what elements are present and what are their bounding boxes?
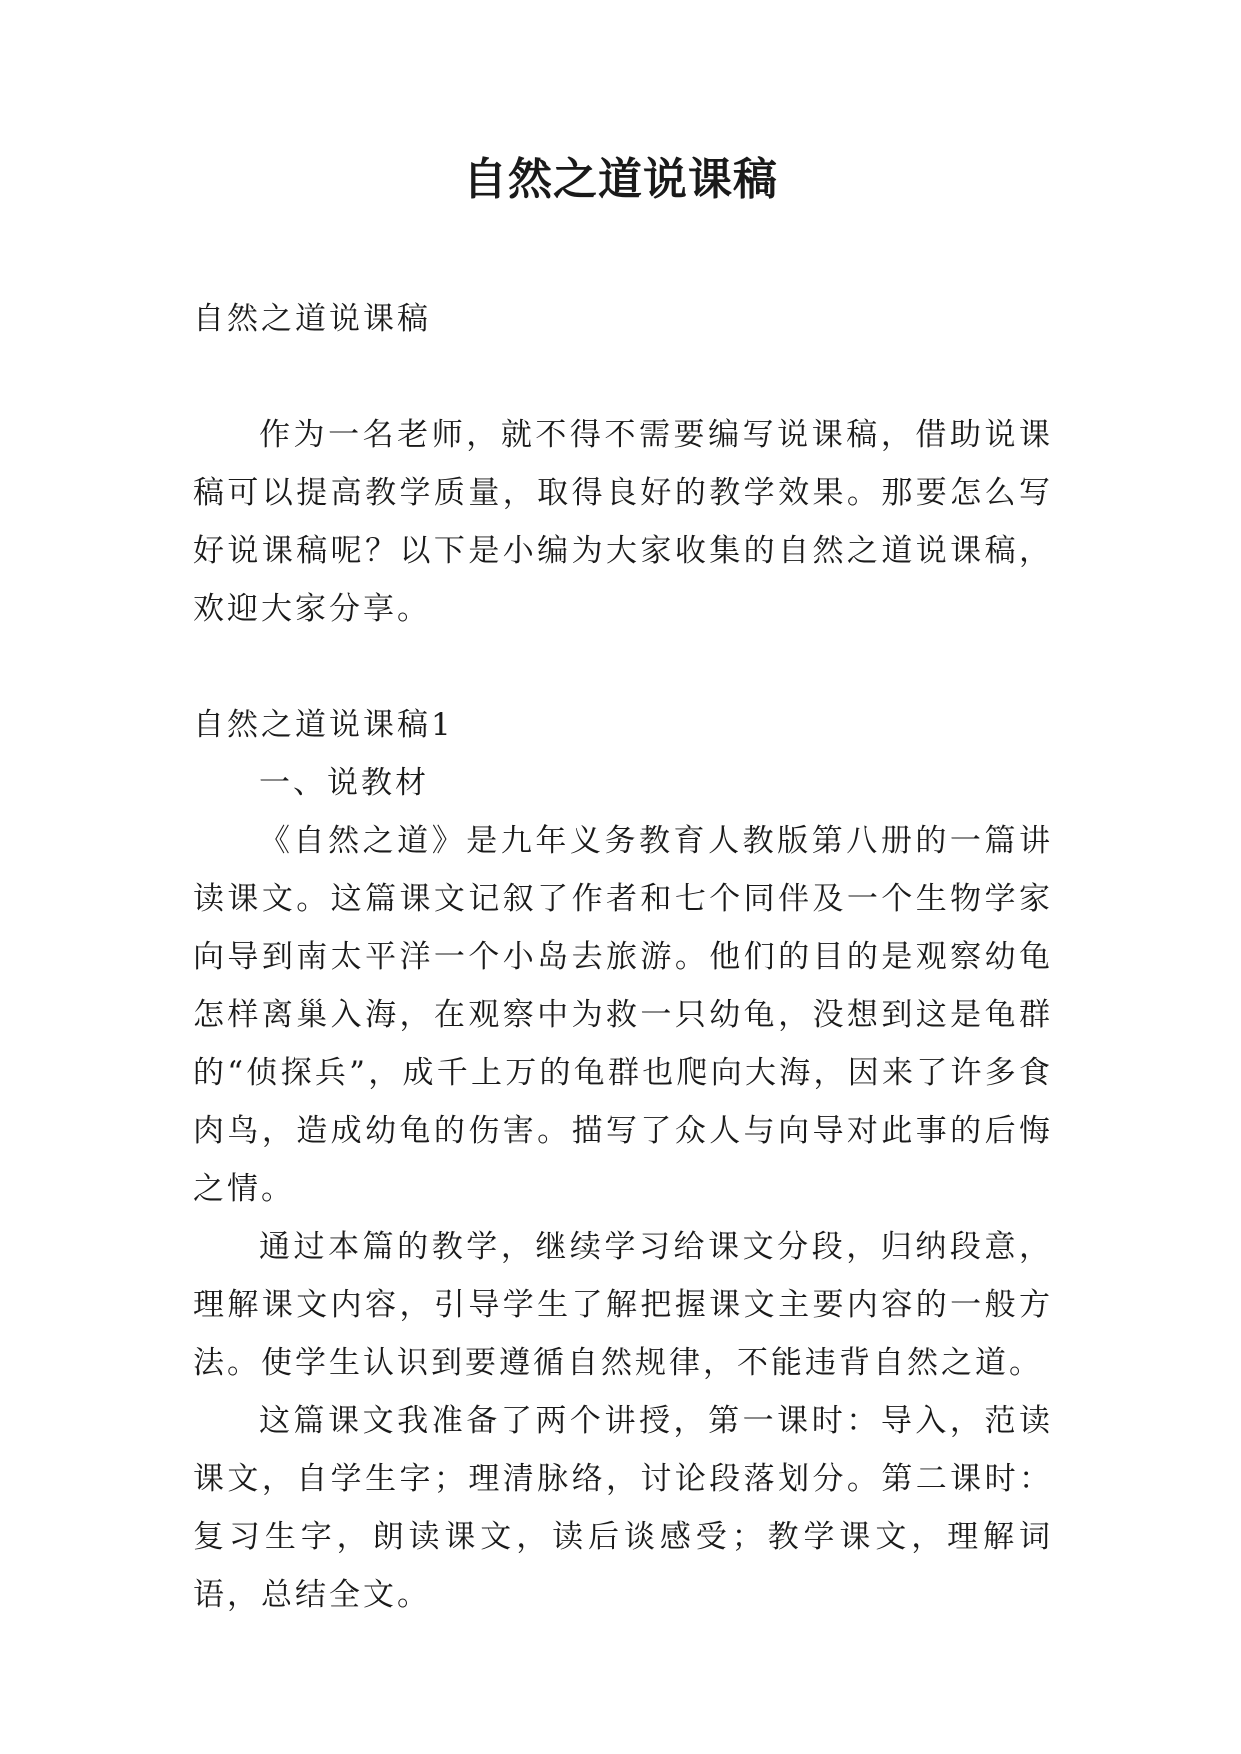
body-paragraph-2: 通过本篇的教学，继续学习给课文分段，归纳段意，理解课文内容，引导学生了解把握课文主要内容的一般方法。使学生认识到要遵循自然规律，不能违背自然之道。: [193, 1229, 1053, 1381]
intro-paragraph: 作为一名老师，就不得不需要编写说课稿，借助说课稿可以提高教学质量，取得良好的教学效果。那要怎么写好说课稿呢？以下是小编为大家收集的自然之道说课稿，欢迎大家分享。: [193, 417, 1053, 627]
document-body: [193, 290, 1053, 1624]
item-heading: 一、说教材: [259, 765, 429, 801]
document-title: 自然之道说课稿: [463, 154, 778, 205]
body-paragraph-1: 《自然之道》是九年义务教育人教版第八册的一篇讲读课文。这篇课文记叙了作者和七个同伴及一个生物学家向导到南太平洋一个小岛去旅游。他们的目的是观察幼龟怎样离巢入海，在观察中为救一只幼龟，没想到这是龟群的“侦探兵”，成千上万的龟群也爬向大海，因来了许多食肉鸟，造成幼龟的伤害。描写了众人与向导对此事的后悔之情。: [193, 823, 1053, 1207]
section-heading: 自然之道说课稿1: [193, 707, 454, 743]
body-paragraph-3: 这篇课文我准备了两个讲授，第一课时：导入，范读课文，自学生字；理清脉络，讨论段落划分。第二课时：复习生字，朗读课文，读后谈感受；教学课文，理解词语，总结全文。: [193, 1403, 1053, 1613]
document-subtitle: 自然之道说课稿: [193, 301, 431, 337]
